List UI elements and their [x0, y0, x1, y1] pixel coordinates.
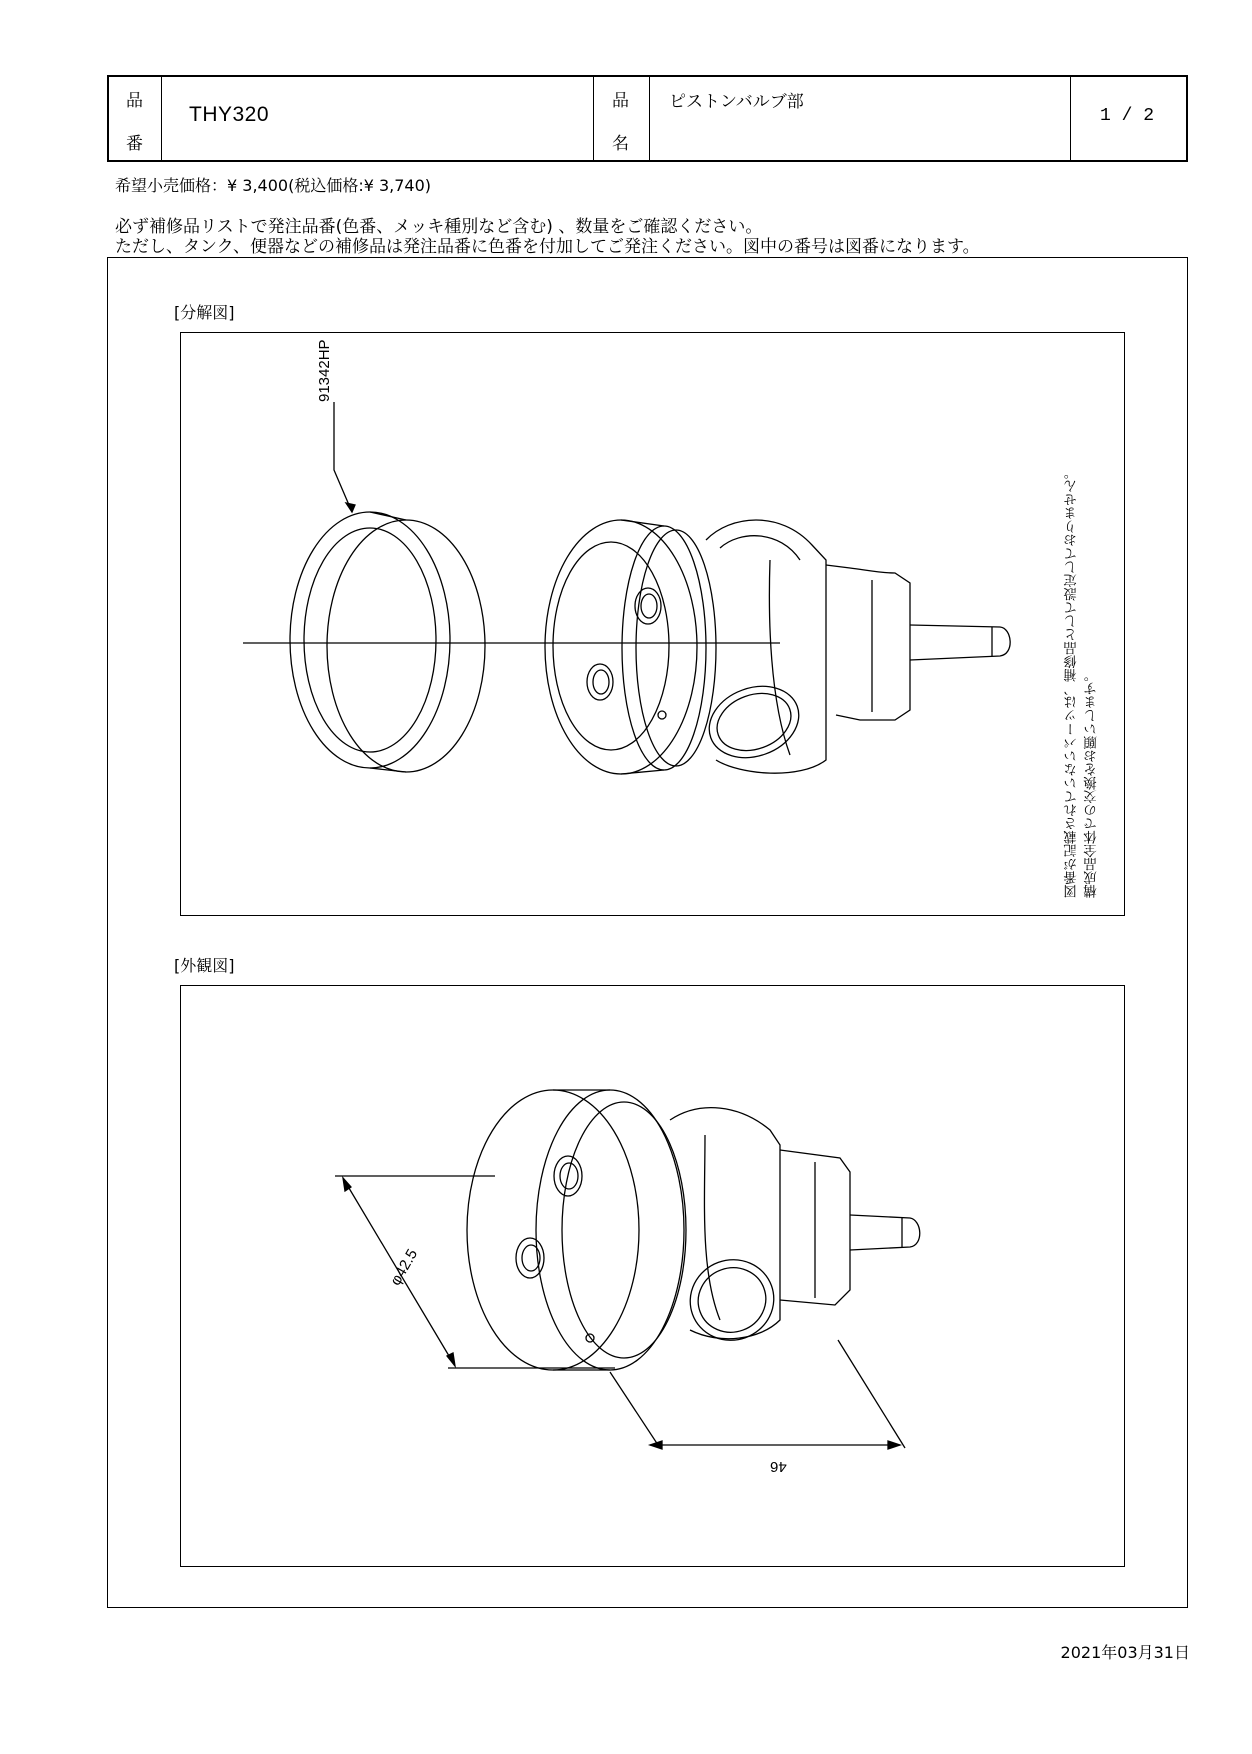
part-callout: 91342HP — [316, 339, 333, 402]
page-number: 1 / 2 — [1099, 106, 1154, 126]
order-note: 必ず補修品リストで発注品番(色番、メッキ種別など含む) 、数量をご確認ください。 — [115, 217, 763, 237]
diameter-dimension — [335, 1176, 615, 1368]
issue-date: 2021年03月31日 — [1060, 1643, 1190, 1662]
part-number: THY320 — [189, 103, 270, 126]
part-name-label: 品 — [612, 91, 629, 111]
diameter-label: φ42.5 — [387, 1246, 422, 1289]
part-no-label: 品 — [126, 91, 143, 111]
piston-valve-drawing — [545, 520, 1010, 774]
seal-ring-drawing — [290, 512, 485, 772]
callout-leader — [334, 402, 352, 512]
retail-price: 希望小売価格：¥ 3,400(税込価格:¥ 3,740) — [115, 176, 432, 195]
length-label: 46 — [770, 1458, 787, 1475]
side-note-line: 図番が記載されていないパーツは、補修品として設定しておりません。 — [1064, 466, 1080, 898]
order-note: ただし、タンク、便器などの補修品は発注品番に色番を付加してご発注ください。図中の番号は図番になります。 — [115, 237, 980, 257]
length-dimension — [610, 1340, 905, 1449]
exploded-view-label: [分解図] — [174, 303, 235, 322]
part-name-label: 名 — [612, 134, 629, 154]
assembly-drawing — [467, 1090, 920, 1370]
side-note-line: 構成品全体での交換をお願いします。 — [1084, 668, 1100, 898]
part-name: ピストンバルブ部 — [669, 92, 804, 112]
part-no-label: 番 — [126, 134, 143, 154]
side-note — [1062, 398, 1102, 898]
external-view-label: [外観図] — [174, 956, 235, 975]
